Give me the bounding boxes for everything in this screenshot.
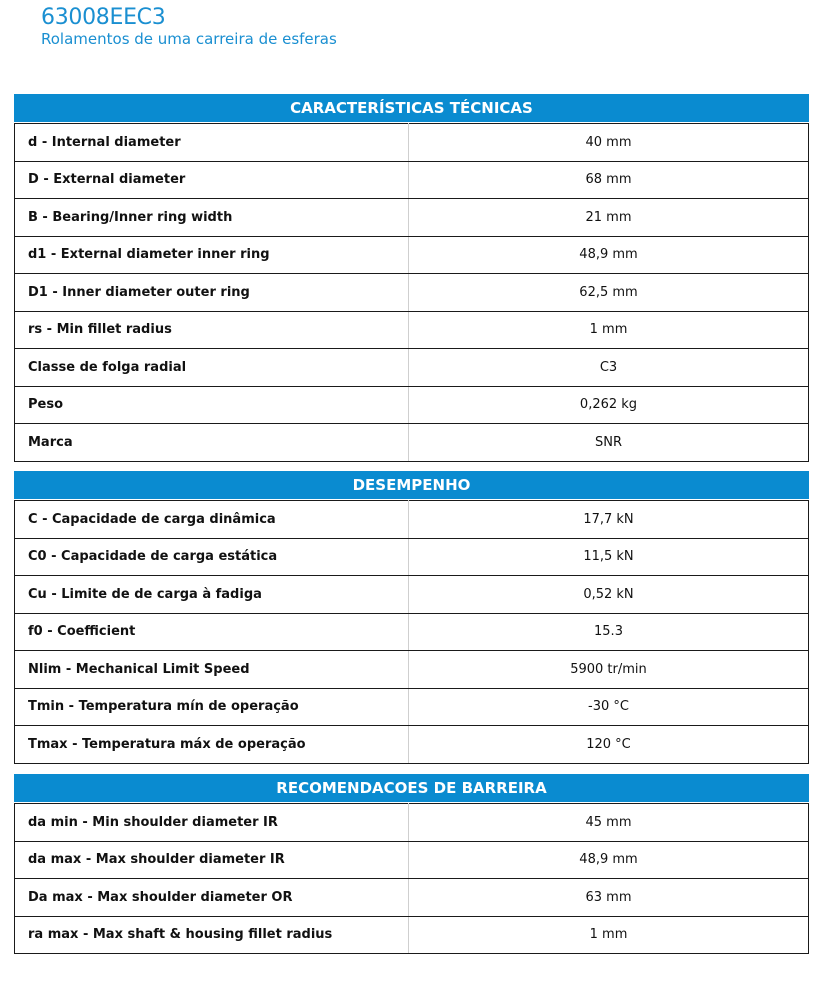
table-row <box>15 576 809 614</box>
section-heading: RECOMENDACOES DE BARREIRA <box>14 774 809 803</box>
spec-value: 40 mm <box>409 124 809 162</box>
spec-label: Tmax - Temperatura máx de operação <box>15 726 409 764</box>
spec-label: C0 - Capacidade de carga estática <box>15 538 409 576</box>
spec-label: B - Bearing/Inner ring width <box>15 199 409 237</box>
table-row <box>15 311 809 349</box>
spec-label: d1 - External diameter inner ring <box>15 236 409 274</box>
spec-value: 21 mm <box>409 199 809 237</box>
table-row <box>15 236 809 274</box>
spec-value: 17,7 kN <box>409 501 809 539</box>
spec-value: -30 °C <box>409 688 809 726</box>
spec-label: Cu - Limite de de carga à fadiga <box>15 576 409 614</box>
product-subtitle: Rolamentos de uma carreira de esferas <box>41 30 337 48</box>
table-row <box>15 424 809 462</box>
spec-label: f0 - Coefficient <box>15 613 409 651</box>
spec-label: D - External diameter <box>15 161 409 199</box>
table-row <box>15 386 809 424</box>
table-row <box>15 651 809 689</box>
spec-label: da min - Min shoulder diameter IR <box>15 804 409 842</box>
table-row <box>15 274 809 312</box>
spec-label: da max - Max shoulder diameter IR <box>15 841 409 879</box>
spec-label: Classe de folga radial <box>15 349 409 387</box>
spec-value: 0,262 kg <box>409 386 809 424</box>
product-title: 63008EEC3 <box>41 5 166 30</box>
spec-value: 1 mm <box>409 916 809 954</box>
spec-label: C - Capacidade de carga dinâmica <box>15 501 409 539</box>
table-row <box>15 613 809 651</box>
spec-table <box>14 500 809 764</box>
table-row <box>15 124 809 162</box>
table-row <box>15 161 809 199</box>
spec-value: SNR <box>409 424 809 462</box>
section-heading: CARACTERÍSTICAS TÉCNICAS <box>14 94 809 123</box>
table-row <box>15 199 809 237</box>
spec-label: D1 - Inner diameter outer ring <box>15 274 409 312</box>
spec-value: 48,9 mm <box>409 236 809 274</box>
table-row <box>15 916 809 954</box>
section-heading: DESEMPENHO <box>14 471 809 500</box>
spec-label: d - Internal diameter <box>15 124 409 162</box>
table-row <box>15 879 809 917</box>
spec-value: 15.3 <box>409 613 809 651</box>
spec-value: 120 °C <box>409 726 809 764</box>
spec-value: C3 <box>409 349 809 387</box>
spec-value: 11,5 kN <box>409 538 809 576</box>
table-row <box>15 501 809 539</box>
spec-label: ra max - Max shaft & housing fillet radius <box>15 916 409 954</box>
table-row <box>15 841 809 879</box>
spec-label: Da max - Max shoulder diameter OR <box>15 879 409 917</box>
table-row <box>15 538 809 576</box>
spec-label: Tmin - Temperatura mín de operação <box>15 688 409 726</box>
spec-label: Nlim - Mechanical Limit Speed <box>15 651 409 689</box>
spec-value: 48,9 mm <box>409 841 809 879</box>
spec-table <box>14 803 809 954</box>
section-technical <box>14 94 809 462</box>
section-barrier <box>14 774 809 954</box>
spec-table <box>14 123 809 462</box>
table-row <box>15 688 809 726</box>
spec-value: 0,52 kN <box>409 576 809 614</box>
table-row <box>15 804 809 842</box>
spec-value: 5900 tr/min <box>409 651 809 689</box>
page-header <box>41 4 337 48</box>
spec-value: 1 mm <box>409 311 809 349</box>
spec-label: rs - Min fillet radius <box>15 311 409 349</box>
section-performance <box>14 471 809 764</box>
spec-label: Marca <box>15 424 409 462</box>
spec-value: 68 mm <box>409 161 809 199</box>
spec-value: 45 mm <box>409 804 809 842</box>
spec-label: Peso <box>15 386 409 424</box>
table-row <box>15 726 809 764</box>
spec-value: 63 mm <box>409 879 809 917</box>
spec-value: 62,5 mm <box>409 274 809 312</box>
table-row <box>15 349 809 387</box>
